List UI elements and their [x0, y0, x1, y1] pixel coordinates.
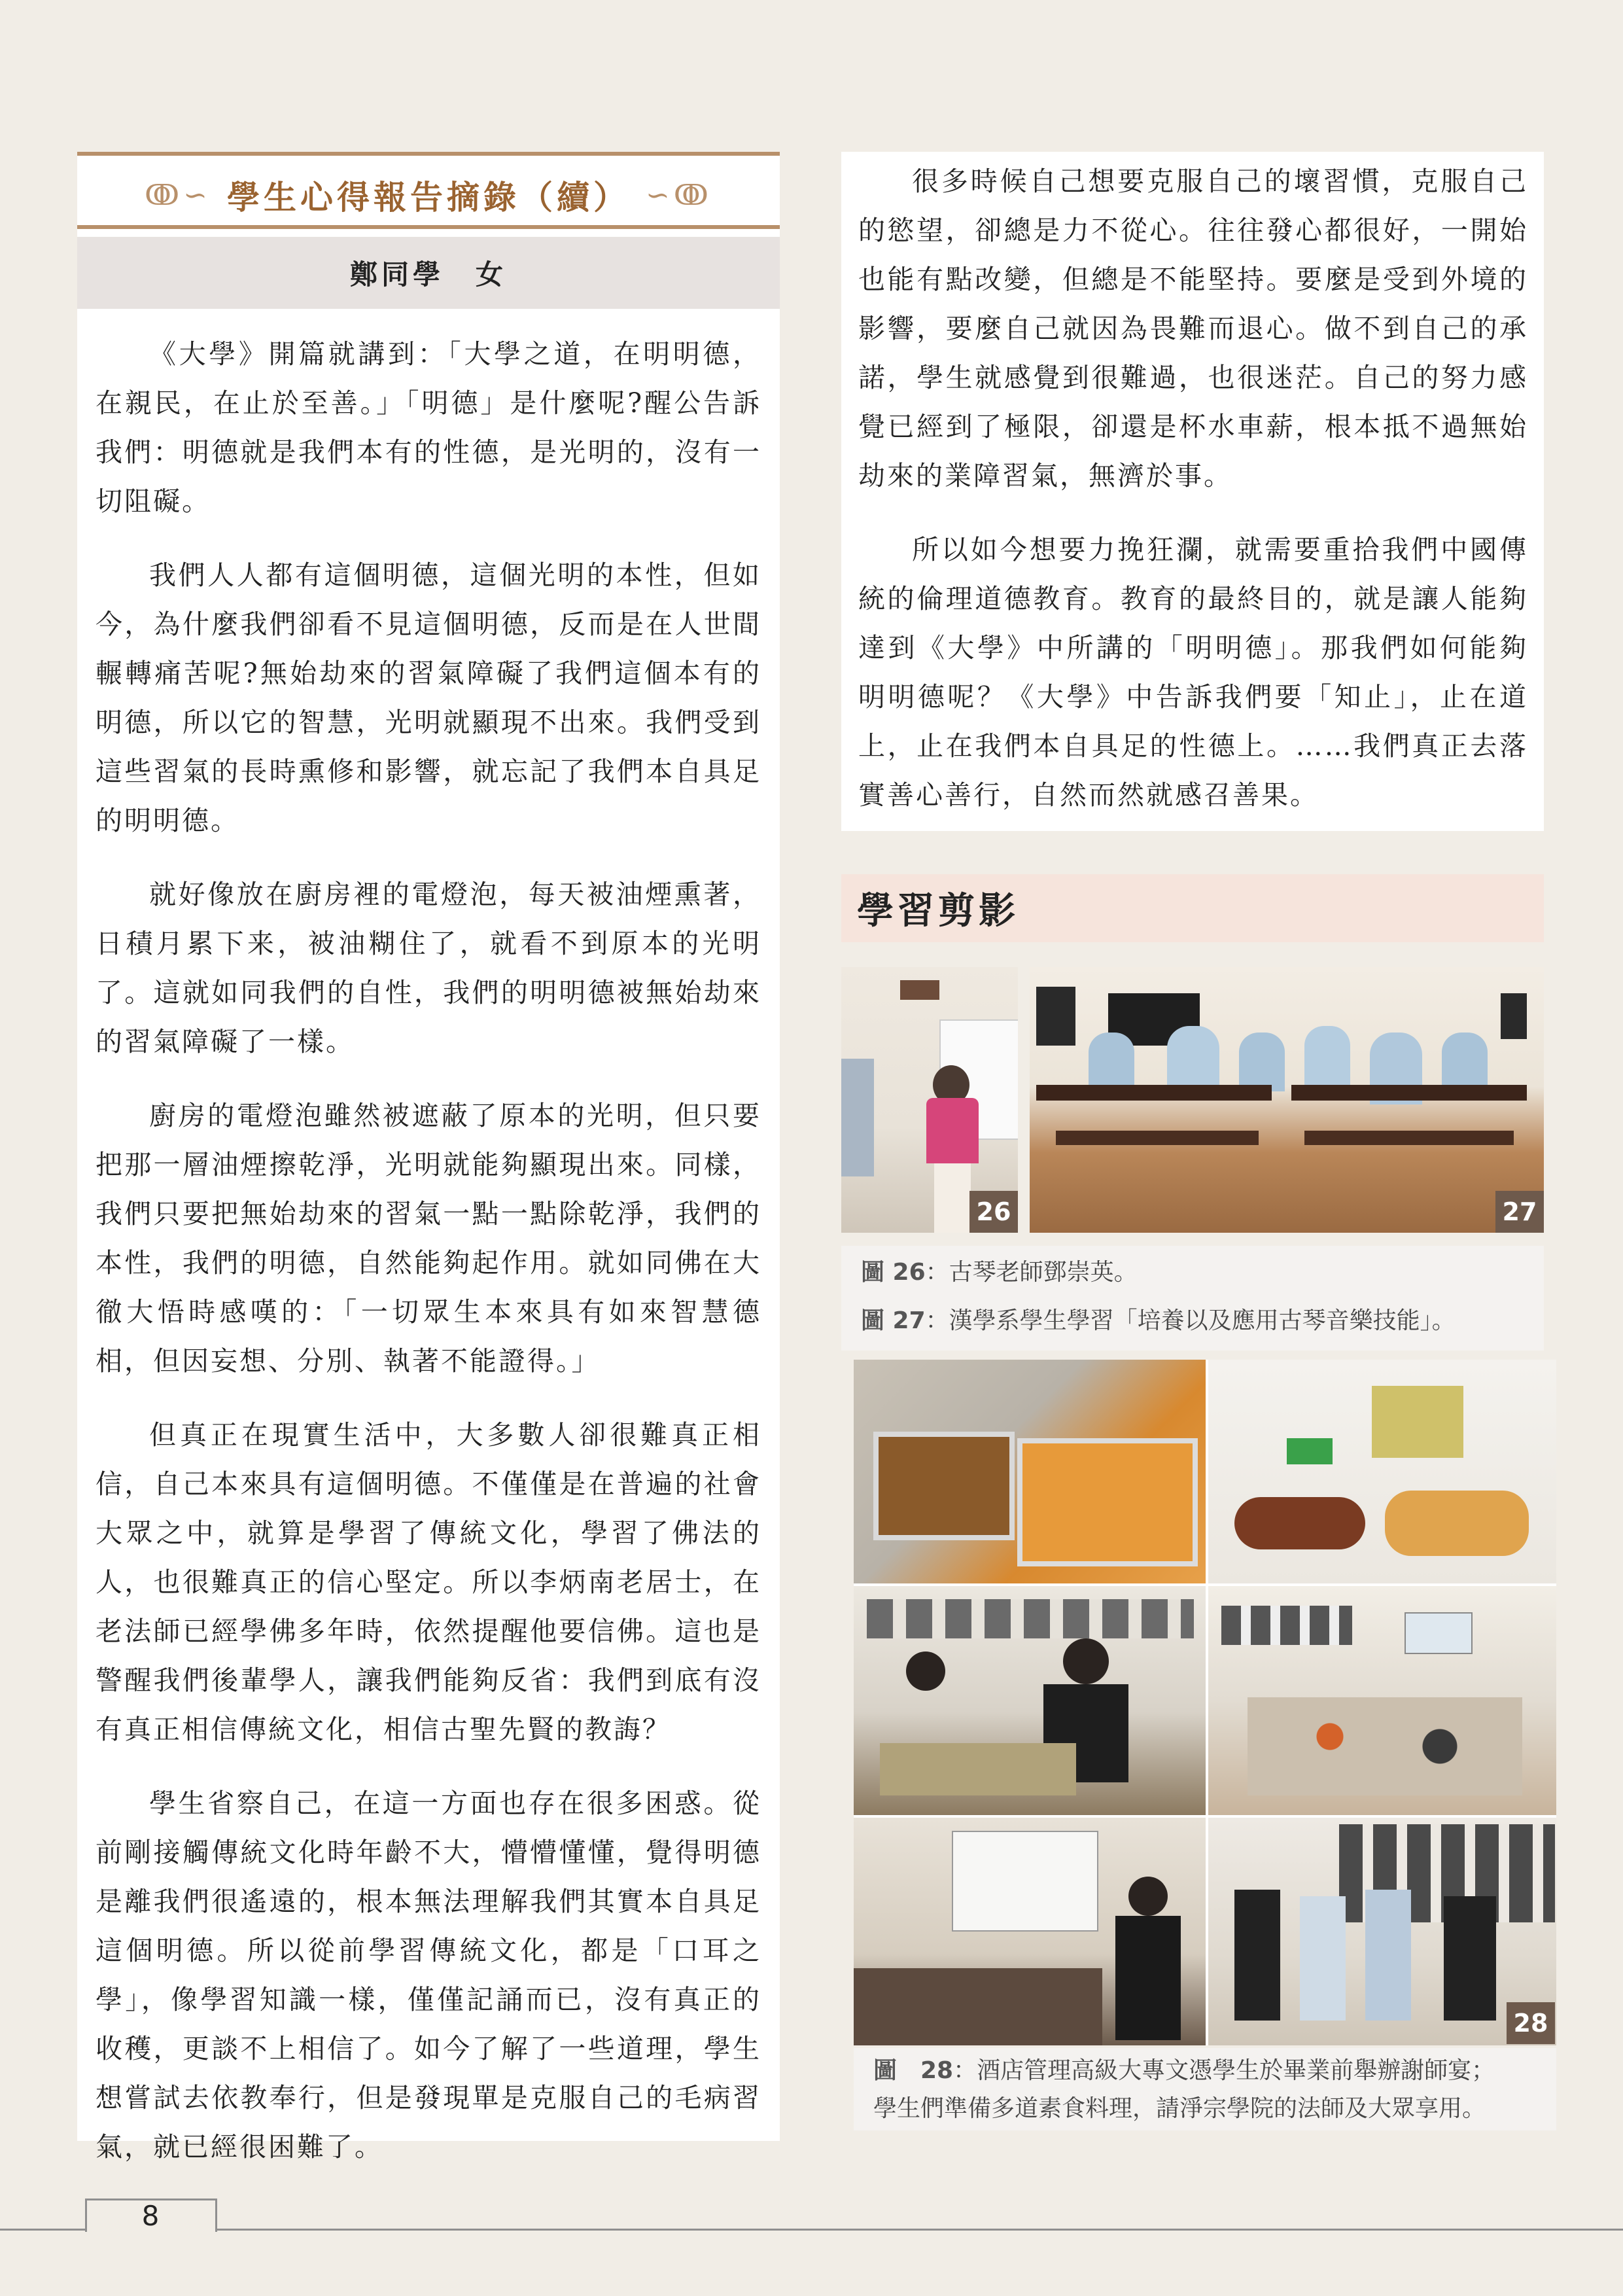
paragraph: 所以如今想要力挽狂瀾，就需要重拾我們中國傳統的倫理道德教育。教育的最終目的，就是讓人能夠達到《大學》中所講的「明明德」。那我們如何能夠明明德呢？《大學》中告訴我們要「知止」，止在道上，止在我們本自具足的性德上。……我們真正去落實善心善行，自然而然就感召善果。: [858, 534, 1528, 811]
gallery-heading-bar: [841, 874, 1544, 942]
photo-collage-banquet: [854, 1360, 1556, 2045]
ornament-left-icon: ↂ∽: [145, 178, 211, 212]
figure-badge-28: 28: [1507, 2002, 1555, 2044]
paragraph: 就好像放在廚房裡的電燈泡，每天被油煙熏著，日積月累下来，被油糊住了，就看不到原本的光明了。這就如同我們的自性，我們的明明德被無始劫來的習氣障礙了一樣。: [96, 879, 761, 1057]
right-column-text: [858, 157, 1528, 845]
paragraph: 我們人人都有這個明德，這個光明的本性，但如今，為什麼我們卻看不見這個明德，反而是在人世間輾轉痛苦呢?無始劫來的習氣障礙了我們這個本有的明德，所以它的智慧，光明就顯現不出來。我們受到這些習氣的長時熏修和影響，就忘記了我們本自具足的明明德。: [96, 559, 761, 836]
photo-dining-hall: [1208, 1586, 1556, 1815]
paragraph: 廚房的電燈泡雖然被遮蔽了原本的光明，但只要把那一層油煙擦乾淨，光明就能夠顯現出來。同樣，我們只要把無始劫來的習氣一點一點除乾淨，我們的本性，我們的明德，自然能夠起作用。就如同佛在大徹大悟時感嘆的：「一切眾生本來具有如來智慧德相，但因妄想、分別、執著不能證得。」: [96, 1100, 761, 1377]
photo-desserts: [1208, 1360, 1556, 1583]
section-title-text: 學生心得報告摘錄（續）: [227, 178, 630, 217]
photo-presentation: [854, 1818, 1206, 2045]
author-bar: [77, 237, 780, 309]
title-top-rule: [77, 152, 780, 156]
paragraph: 但真正在現實生活中，大多數人卻很難真正相信，自己本來具有這個明德。不僅僅是在普遍的社會大眾之中，就算是學習了傳統文化，學習了佛法的人，也很難真正的信心堅定。所以李炳南老居士，在老法師已經學佛多年時，依然提醒他要信佛。這也是警醒我們後輩學人，讓我們能夠反省：我們到底有沒有真正相信傳統文化，相信古聖先賢的教誨？: [96, 1419, 761, 1745]
photo-guqin-teacher: [841, 967, 1018, 1233]
paragraph: 很多時候自己想要克服自己的壞習慣，克服自己的慾望，卻總是力不從心。往往發心都很好，一開始也能有點改變，但總是不能堅持。要麼是受到外境的影響，要麼自己就因為畏難而退心。做不到自己的承諾，學生就感覺到很難過，也很迷茫。自己的努力感覺已經到了極限，卻還是杯水車薪，根本抵不過無始劫來的業障習氣，無濟於事。: [858, 166, 1528, 491]
ornament-right-icon: ∽ↂ: [646, 178, 712, 212]
photo-hall-staff: [1208, 1818, 1556, 2045]
caption-26-label: 圖 26: [861, 1259, 926, 1286]
left-column-text: [96, 330, 761, 2197]
caption-27: [861, 1302, 1456, 1335]
author-name: 鄭同學 女: [349, 258, 507, 291]
page-number: 8: [141, 2200, 160, 2232]
caption-28-label: 圖 28: [873, 2057, 954, 2084]
caption-block-26-27: [841, 1246, 1544, 1351]
paragraph: 學生省察自己，在這一方面也存在很多困惑。從前剛接觸傳統文化時年齡不大，懵懵懂懂，覺得明德是離我們很遙遠的，根本無法理解我們其實本自具足這個明德。所以從前學習傳統文化，都是「口耳之學」，像學習知識一樣，僅僅記誦而已，沒有真正的收穫，更談不上相信了。如今了解了一些道理，學生想嘗試去依教奉行，但是發現單是克服自己的毛病習氣，就已經很困難了。: [96, 1788, 761, 2163]
section-title: [77, 169, 780, 221]
caption-26: [861, 1254, 1138, 1287]
title-bottom-rule: [77, 225, 780, 229]
footer-rule: [0, 2229, 1623, 2231]
photo-food-trays: [854, 1360, 1206, 1583]
photo-guqin-students: [1030, 967, 1544, 1233]
figure-badge-26: 26: [969, 1191, 1018, 1233]
caption-28-line2: [873, 2090, 1486, 2123]
caption-27-text: ：漢學系學生學習「培養以及應用古琴音樂技能」。: [925, 1307, 1456, 1334]
caption-26-text: ：古琴老師鄧崇英。: [925, 1259, 1138, 1286]
caption-block-28: [854, 2048, 1556, 2130]
gallery-heading: 學習剪影: [857, 889, 1019, 932]
caption-28-text-1: ：酒店管理高級大專文憑學生於畢業前舉辦謝師宴；: [953, 2057, 1495, 2084]
figure-badge-27: 27: [1495, 1191, 1544, 1233]
paragraph: 《大學》開篇就講到：「大學之道，在明明德，在親民，在止於至善。」「明德」是什麼呢?醒公告訴我們：明德就是我們本有的性德，是光明的，沒有一切阻礙。: [96, 338, 761, 517]
caption-28-text-2: 學生們準備多道素食料理，請淨宗學院的法師及大眾享用。: [873, 2095, 1486, 2122]
photo-serving-food: [854, 1586, 1206, 1815]
caption-27-label: 圖 27: [861, 1307, 926, 1334]
caption-28-line1: [873, 2052, 1495, 2085]
